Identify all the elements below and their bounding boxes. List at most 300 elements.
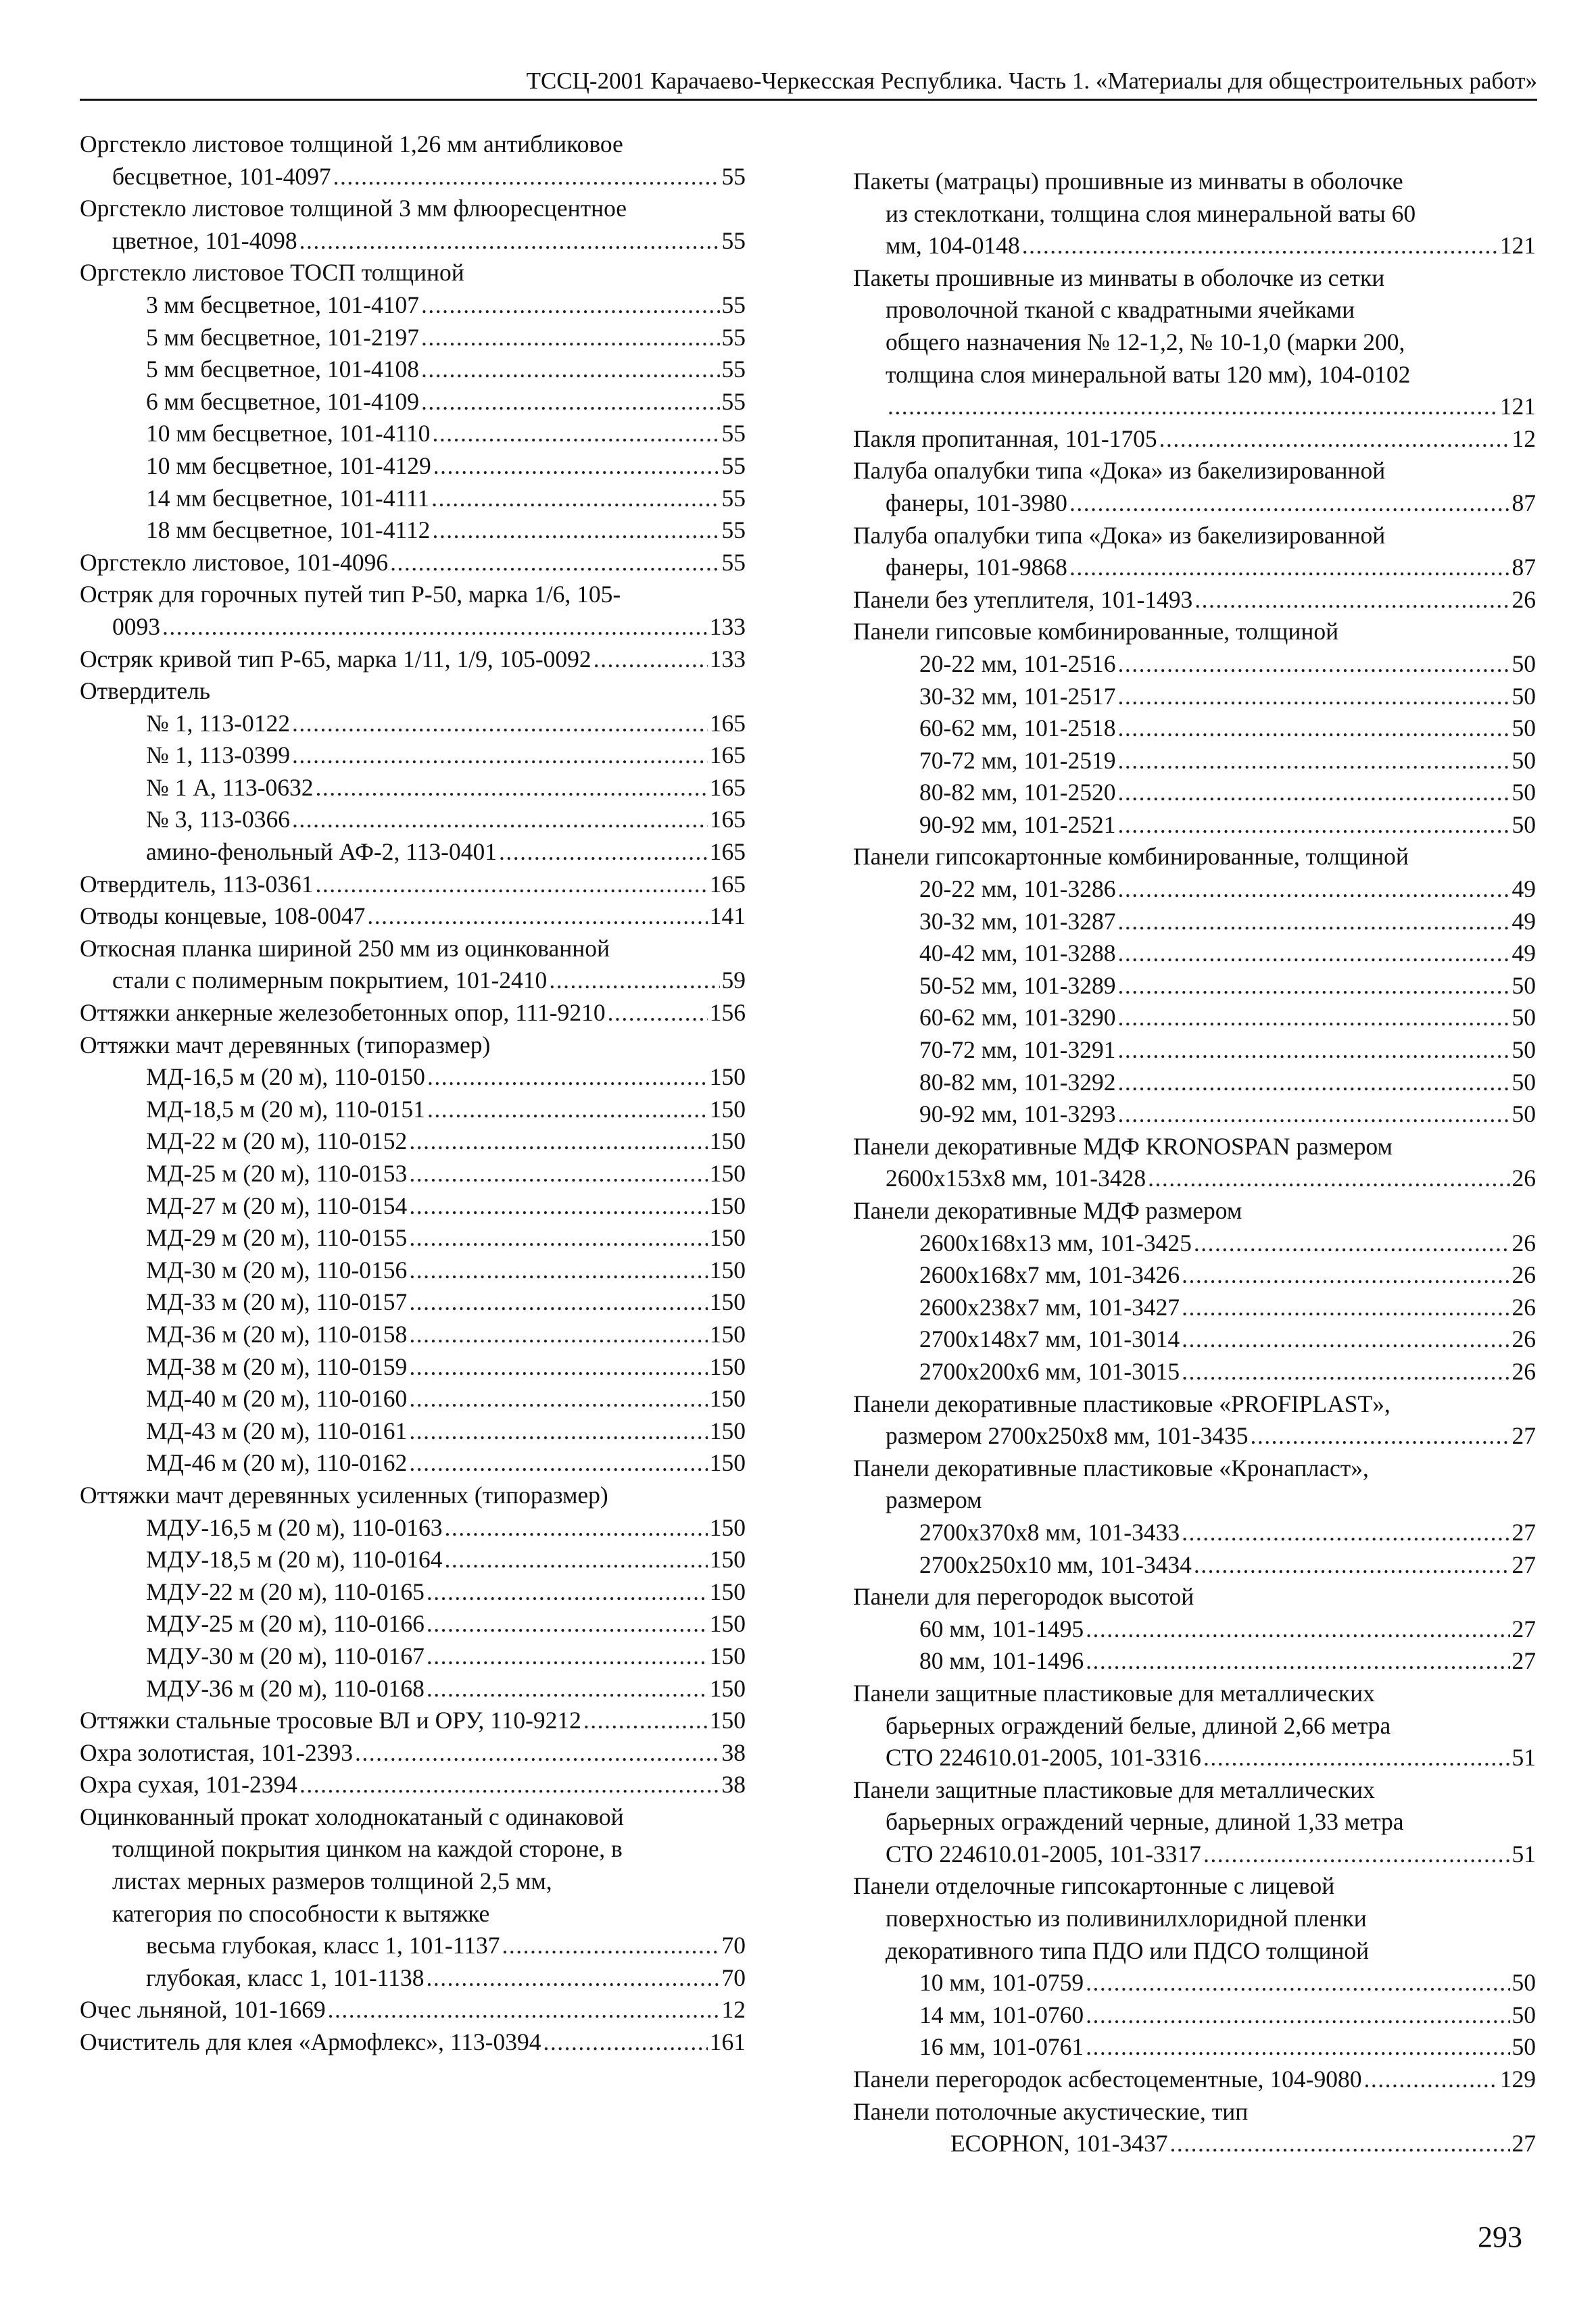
dot-leader	[888, 391, 1498, 423]
entry-text: 20-22 мм, 101-2516	[919, 650, 1116, 677]
index-entry	[853, 2096, 1536, 2160]
index-entry	[853, 166, 1536, 262]
index-entry-subline	[80, 708, 746, 740]
dot-leader	[1182, 1517, 1509, 1549]
index-entry	[853, 262, 1536, 423]
index-entry-heading	[80, 2026, 746, 2059]
dot-leader	[333, 161, 720, 193]
dot-leader	[390, 547, 719, 579]
index-entry-heading	[80, 997, 746, 1029]
dot-leader	[1251, 1420, 1510, 1453]
index-entry-subline	[853, 2031, 1536, 2064]
entry-text: Очиститель для клея «Армофлекс», 113-0394	[80, 2028, 541, 2056]
index-entry	[853, 1581, 1536, 1678]
page-reference: 50	[1512, 1969, 1536, 1997]
entry-text: 20-22 мм, 101-3286	[919, 875, 1116, 903]
entry-text: 2700x148x7 мм, 101-3014	[919, 1325, 1180, 1353]
index-entry-subline	[853, 1742, 1536, 1774]
dot-leader	[445, 1512, 708, 1544]
dot-leader	[1117, 681, 1509, 713]
index-entry-subline	[80, 1222, 746, 1254]
index-entry-subline	[80, 1833, 746, 1866]
page-reference: 150	[709, 1095, 746, 1123]
entry-text: толщина слоя минеральной ваты 120 мм), 104-0102	[886, 360, 1411, 388]
page-reference: 50	[1512, 779, 1536, 806]
dot-leader	[427, 1094, 708, 1126]
page-reference: 150	[709, 1320, 746, 1348]
dot-leader	[427, 1608, 708, 1640]
dot-leader	[328, 1994, 720, 2026]
dot-leader	[431, 483, 719, 515]
entry-text: СТО 224610.01-2005, 101-3316	[886, 1744, 1201, 1772]
entry-text: МД-25 м (20 м), 110-0153	[146, 1160, 408, 1187]
entry-text: 3 мм бесцветное, 101-4107	[146, 291, 420, 318]
index-entry-subline	[853, 391, 1536, 423]
index-entry	[853, 1774, 1536, 1871]
dot-leader	[409, 1351, 707, 1384]
entry-text: 2600x168x13 мм, 101-3425	[919, 1229, 1192, 1257]
dot-leader	[1194, 1227, 1510, 1260]
index-entry-subline	[853, 937, 1536, 970]
page-reference: 49	[1512, 940, 1536, 967]
dot-leader	[1086, 1999, 1509, 2032]
page-reference: 55	[721, 548, 746, 576]
index-entry-subline	[80, 1866, 746, 1898]
entry-text: 80-82 мм, 101-2520	[919, 779, 1116, 806]
dot-leader	[594, 643, 708, 676]
entry-text: Панели защитные пластиковые для металлических	[853, 1679, 1375, 1707]
index-entry-heading	[853, 262, 1536, 295]
index-entry-subline	[80, 322, 746, 354]
entry-text: фанеры, 101-3980	[886, 489, 1067, 516]
page-reference: 55	[721, 162, 746, 190]
index-entry-subline	[853, 1292, 1536, 1324]
index-entry-subline	[80, 1962, 746, 1995]
entry-text: Остряк для горочных путей тип Р-50, марка 1/6, 105-	[80, 581, 621, 608]
page-reference: 150	[709, 1546, 746, 1574]
entry-text: цветное, 101-4098	[112, 226, 297, 254]
dot-leader	[432, 418, 719, 450]
dot-leader	[409, 1447, 707, 1480]
index-entry-subline	[80, 1286, 746, 1319]
entry-text: 6 мм бесцветное, 101-4109	[146, 387, 420, 415]
index-entry-subline	[853, 1356, 1536, 1388]
index-entry-subline	[80, 1158, 746, 1190]
page-reference: 27	[1512, 1615, 1536, 1642]
entry-text: 10 мм бесцветное, 101-4110	[146, 420, 431, 447]
index-entry-subline	[853, 1484, 1536, 1517]
index-entry	[853, 1131, 1536, 1195]
page-reference: 49	[1512, 907, 1536, 935]
entry-text: амино-фенольный АФ-2, 113-0401	[146, 838, 497, 866]
index-entry-subline	[853, 294, 1536, 326]
entry-text: МД-33 м (20 м), 110-0157	[146, 1288, 408, 1316]
index-column-left	[80, 128, 746, 2059]
entry-text: 30-32 мм, 101-2517	[919, 682, 1116, 710]
entry-text: 2700x250x10 мм, 101-3434	[919, 1551, 1192, 1578]
page-reference: 38	[721, 1771, 746, 1799]
entry-text: 18 мм бесцветное, 101-4112	[146, 516, 431, 544]
entry-text: МД-43 м (20 м), 110-0161	[146, 1417, 408, 1444]
index-entry	[80, 1480, 746, 1705]
page-reference: 150	[709, 1610, 746, 1638]
index-entry	[80, 547, 746, 579]
index-entry	[853, 1678, 1536, 1774]
entry-text: МД-38 м (20 м), 110-0159	[146, 1353, 408, 1380]
index-entry-subline	[80, 1415, 746, 1448]
dot-leader	[421, 354, 719, 386]
entry-text: СТО 224610.01-2005, 101-3317	[886, 1840, 1201, 1868]
entry-text: Охра сухая, 101-2394	[80, 1771, 297, 1799]
index-entry	[80, 933, 746, 997]
index-entry-subline	[80, 836, 746, 869]
index-entry-subline	[853, 198, 1536, 230]
index-entry-heading	[853, 423, 1536, 456]
index-entry	[80, 1705, 746, 1737]
index-entry-subline	[80, 1898, 746, 1930]
entry-text: МДУ-30 м (20 м), 110-0167	[146, 1642, 425, 1670]
entry-text: 5 мм бесцветное, 101-4108	[146, 356, 420, 383]
dot-leader	[1117, 1098, 1509, 1131]
index-entry	[80, 1029, 746, 1480]
index-entry-subline	[853, 809, 1536, 842]
page-reference: 27	[1512, 1518, 1536, 1546]
entry-text: Оцинкованный прокат холоднокатаный с одинаковой	[80, 1803, 624, 1830]
index-entry-subline	[80, 1319, 746, 1351]
index-entry-subline	[853, 712, 1536, 745]
dot-leader	[316, 772, 708, 804]
index-entry-heading	[80, 193, 746, 225]
page-reference: 26	[1512, 1261, 1536, 1289]
entry-text: МД-30 м (20 м), 110-0156	[146, 1256, 408, 1284]
index-entry-subline	[80, 483, 746, 515]
index-entry-subline	[853, 970, 1536, 1002]
entry-text: листах мерных размеров толщиной 2,5 мм,	[112, 1868, 552, 1895]
page-reference: 55	[721, 516, 746, 544]
index-entry-subline	[80, 1512, 746, 1544]
dot-leader	[1182, 1292, 1509, 1324]
dot-leader	[1086, 1613, 1509, 1646]
entry-text: проволочной тканой с квадратными ячейками	[886, 296, 1355, 324]
index-entry-heading	[80, 1769, 746, 1801]
page-reference: 87	[1512, 489, 1536, 516]
index-entry-heading	[853, 1195, 1536, 1227]
entry-text: Панели гипсовые комбинированные, толщиной	[853, 618, 1339, 645]
entry-text: 10 мм бесцветное, 101-4129	[146, 452, 431, 479]
entry-text: 50-52 мм, 101-3289	[919, 971, 1116, 999]
page-reference: 55	[721, 387, 746, 415]
index-entry-subline	[80, 1190, 746, 1223]
dot-leader	[1194, 1549, 1510, 1582]
index-entry	[853, 455, 1536, 519]
dot-leader	[1159, 423, 1510, 456]
dot-leader	[1182, 1356, 1509, 1388]
page-reference: 12	[721, 1996, 746, 2024]
index-entry-heading	[853, 455, 1536, 487]
entry-text: 2600x153x8 мм, 101-3428	[886, 1165, 1146, 1192]
dot-leader	[292, 708, 708, 740]
index-entry-heading	[80, 643, 746, 676]
entry-text: Отвердитель	[80, 677, 210, 705]
entry-text: ECOPHON, 101-3437	[950, 2130, 1168, 2158]
entry-text: фанеры, 101-9868	[886, 554, 1067, 581]
dot-leader	[409, 1222, 707, 1254]
index-entry-heading	[80, 257, 746, 289]
index-entry	[853, 1453, 1536, 1581]
page-reference: 161	[709, 2028, 746, 2056]
dot-leader	[1203, 1838, 1510, 1871]
page-reference: 12	[1512, 424, 1536, 452]
page-reference: 50	[1512, 810, 1536, 838]
index-entry-heading	[80, 1029, 746, 1062]
dot-leader	[433, 450, 720, 483]
dot-leader	[1117, 809, 1509, 842]
index-entry-subline	[853, 1967, 1536, 1999]
entry-text: Пакля пропитанная, 101-1705	[853, 424, 1157, 452]
dot-leader	[1086, 1645, 1509, 1678]
page-reference: 49	[1512, 875, 1536, 903]
dot-leader	[426, 1962, 719, 1995]
entry-text: 60 мм, 101-1495	[919, 1615, 1084, 1642]
dot-leader	[1364, 2064, 1498, 2096]
page-reference: 26	[1512, 1325, 1536, 1353]
entry-text: размером 2700x250x8 мм, 101-3435	[886, 1422, 1249, 1450]
index-entry-subline	[80, 611, 746, 643]
index-entry-subline	[853, 1034, 1536, 1067]
index-entry-heading	[853, 584, 1536, 616]
entry-text: Оттяжки стальные тросовые ВЛ и ОРУ, 110-9212	[80, 1707, 581, 1734]
entry-text: Оргстекло листовое ТОСП толщиной	[80, 259, 464, 287]
index-entry	[80, 869, 746, 901]
page-reference: 50	[1512, 1036, 1536, 1064]
index-entry-subline	[853, 230, 1536, 262]
page-reference: 133	[709, 612, 746, 640]
page-reference: 26	[1512, 1229, 1536, 1257]
page-reference: 150	[709, 1674, 746, 1702]
page-reference: 165	[709, 741, 746, 769]
index-entry-subline	[80, 418, 746, 450]
index-entry-subline	[80, 1447, 746, 1480]
entry-text: 90-92 мм, 101-2521	[919, 810, 1116, 838]
entry-text: МДУ-36 м (20 м), 110-0168	[146, 1674, 425, 1702]
index-entry-subline	[853, 1806, 1536, 1838]
index-entry-subline	[80, 289, 746, 322]
index-entry-subline	[80, 161, 746, 193]
entry-text: мм, 104-0148	[886, 232, 1020, 260]
index-entry-heading	[80, 1480, 746, 1512]
dot-leader	[1117, 1002, 1509, 1034]
entry-text: из стеклоткани, толщина слоя минеральной ваты 60	[886, 199, 1416, 227]
dot-leader	[1117, 937, 1509, 970]
entry-text: Пакеты прошивные из минваты в оболочке из сетки	[853, 264, 1385, 291]
entry-text: Панели для перегородок высотой	[853, 1583, 1194, 1611]
page-reference: 87	[1512, 554, 1536, 581]
entry-text: Панели гипсокартонные комбинированные, толщиной	[853, 843, 1409, 871]
index-entry-subline	[853, 1613, 1536, 1646]
index-entry-subline	[80, 386, 746, 418]
page-reference: 55	[721, 323, 746, 351]
index-entry	[853, 1195, 1536, 1388]
page-reference: 55	[721, 452, 746, 479]
dot-leader	[315, 869, 707, 901]
dot-leader	[409, 1383, 707, 1415]
index-entry-subline	[80, 354, 746, 386]
page-reference: 165	[709, 806, 746, 833]
page-reference: 50	[1512, 971, 1536, 999]
page-reference: 150	[709, 1513, 746, 1541]
entry-text: № 1 А, 113-0632	[146, 773, 314, 801]
index-entry-heading	[80, 1737, 746, 1770]
entry-text: глубокая, класс 1, 101-1138	[146, 1964, 425, 1991]
entry-text: декоративного типа ПДО или ПДСО толщиной	[886, 1936, 1370, 1964]
index-entry-subline	[853, 1999, 1536, 2032]
entry-text: Палуба опалубки типа «Дока» из бакелизированной	[853, 457, 1386, 485]
index-entry	[80, 675, 746, 869]
index-entry-subline	[80, 965, 746, 997]
page-reference: 133	[709, 645, 746, 673]
entry-text: Панели защитные пластиковые для металлических	[853, 1776, 1375, 1803]
page-reference: 50	[1512, 746, 1536, 774]
dot-leader	[1117, 777, 1509, 809]
index-entry	[853, 423, 1536, 456]
dot-leader	[1203, 1742, 1510, 1774]
entry-text: 10 мм, 101-0759	[919, 1969, 1084, 1997]
entry-text: 70-72 мм, 101-2519	[919, 746, 1116, 774]
index-entry-subline	[80, 772, 746, 804]
dot-leader	[1069, 487, 1510, 520]
page-reference: 150	[709, 1449, 746, 1477]
page-reference: 27	[1512, 2130, 1536, 2158]
index-entry	[853, 841, 1536, 1130]
page-reference: 26	[1512, 1357, 1536, 1385]
entry-text: Панели декоративные МДФ KRONOSPAN размером	[853, 1132, 1393, 1160]
page-reference: 26	[1512, 1293, 1536, 1321]
index-entry-subline	[80, 1640, 746, 1673]
index-entry-heading	[853, 1774, 1536, 1807]
dot-leader	[367, 900, 707, 933]
index-entry-subline	[853, 487, 1536, 520]
dot-leader	[409, 1125, 707, 1158]
dot-leader	[1117, 970, 1509, 1002]
dot-leader	[1194, 584, 1509, 616]
page-reference: 51	[1512, 1840, 1536, 1868]
page-reference: 150	[709, 1127, 746, 1155]
entry-text: 2700x370x8 мм, 101-3433	[919, 1518, 1180, 1546]
dot-leader	[1069, 552, 1510, 584]
index-entry-heading	[853, 1581, 1536, 1613]
dot-leader	[499, 836, 708, 869]
index-entry-subline	[853, 1549, 1536, 1582]
page-reference: 150	[709, 1578, 746, 1605]
entry-text: МД-22 м (20 м), 110-0152	[146, 1127, 408, 1155]
index-entry-subline	[80, 1351, 746, 1384]
index-entry-subline	[853, 873, 1536, 906]
index-entry-heading	[853, 1453, 1536, 1485]
entry-text: поверхностью из поливинилхлоридной пленки	[886, 1905, 1367, 1932]
entry-text: 60-62 мм, 101-3290	[919, 1004, 1116, 1031]
entry-text: МДУ-16,5 м (20 м), 110-0163	[146, 1513, 443, 1541]
index-entry-heading	[80, 1705, 746, 1737]
dot-leader	[409, 1190, 707, 1223]
page-reference: 55	[721, 420, 746, 447]
dot-leader	[1182, 1259, 1509, 1292]
index-entry-subline	[80, 225, 746, 258]
index-entry	[80, 1769, 746, 1801]
index-entry-subline	[853, 359, 1536, 391]
dot-leader	[583, 1705, 708, 1737]
dot-leader	[162, 611, 708, 643]
index-entry-subline	[853, 1710, 1536, 1743]
index-entry-subline	[853, 1903, 1536, 1935]
page-reference: 121	[1499, 232, 1536, 260]
entry-text: Остряк кривой тип Р-65, марка 1/11, 1/9, 105-0092	[80, 645, 591, 673]
index-entry-subline	[853, 906, 1536, 938]
page-reference: 59	[721, 967, 746, 994]
entry-text: Панели перегородок асбестоцементные, 104-9080	[853, 2066, 1362, 2093]
entry-text: 30-32 мм, 101-3287	[919, 907, 1116, 935]
entry-text: 2600x238x7 мм, 101-3427	[919, 1293, 1180, 1321]
index-entry-subline	[853, 1098, 1536, 1131]
page-reference: 150	[709, 1192, 746, 1219]
index-entry-subline	[853, 1259, 1536, 1292]
page-reference: 156	[709, 999, 746, 1027]
index-entry-subline	[80, 1608, 746, 1640]
entry-text: барьерных ограждений белые, длиной 2,66 метра	[886, 1711, 1391, 1739]
index-entry-subline	[853, 1067, 1536, 1099]
entry-text: 5 мм бесцветное, 101-2197	[146, 323, 420, 351]
page-reference: 26	[1512, 585, 1536, 613]
index-entry-subline	[853, 745, 1536, 777]
index-entry-subline	[80, 450, 746, 483]
index-entry-subline	[80, 1673, 746, 1705]
page-reference: 165	[709, 838, 746, 866]
index-entry-subline	[853, 1645, 1536, 1678]
entry-text: МД-36 м (20 м), 110-0158	[146, 1320, 408, 1348]
page-reference: 50	[1512, 1100, 1536, 1128]
index-entry-subline	[80, 514, 746, 547]
index-entry-subline	[853, 1420, 1536, 1453]
dot-leader	[1086, 1967, 1509, 1999]
dot-leader	[409, 1286, 707, 1319]
index-entry	[853, 1870, 1536, 2064]
dot-leader	[1182, 1323, 1509, 1356]
index-entry-heading	[80, 547, 746, 579]
entry-text: общего назначения № 12-1,2, № 10-1,0 (марки 200,	[886, 328, 1405, 356]
dot-leader	[421, 322, 719, 354]
entry-text: Оргстекло листовое, 101-4096	[80, 548, 389, 576]
dot-leader	[1117, 1034, 1509, 1067]
index-entry-subline	[853, 777, 1536, 809]
running-header: ТССЦ-2001 Карачаево-Черкесская Республика. Часть 1. «Материалы для общестроительных работ»	[80, 66, 1537, 101]
page-reference: 50	[1512, 2033, 1536, 2061]
index-entry-subline	[853, 1163, 1536, 1195]
index-entry-heading	[853, 1870, 1536, 1903]
index-entry	[80, 579, 746, 643]
page-reference: 27	[1512, 1647, 1536, 1675]
entry-text: 60-62 мм, 101-2518	[919, 714, 1116, 742]
page-reference: 51	[1512, 1744, 1536, 1772]
entry-text: 70-72 мм, 101-3291	[919, 1036, 1116, 1064]
entry-text: Откосная планка шириной 250 мм из оцинкованной	[80, 934, 610, 962]
index-entry-heading	[80, 675, 746, 708]
index-entry-heading	[853, 1131, 1536, 1163]
page-reference: 150	[709, 1385, 746, 1413]
entry-text: МДУ-22 м (20 м), 110-0165	[146, 1578, 425, 1605]
dot-leader	[502, 1930, 719, 1962]
entry-text: Отводы концевые, 108-0047	[80, 902, 366, 930]
dot-leader	[445, 1544, 708, 1576]
entry-text: 40-42 мм, 101-3288	[919, 940, 1116, 967]
